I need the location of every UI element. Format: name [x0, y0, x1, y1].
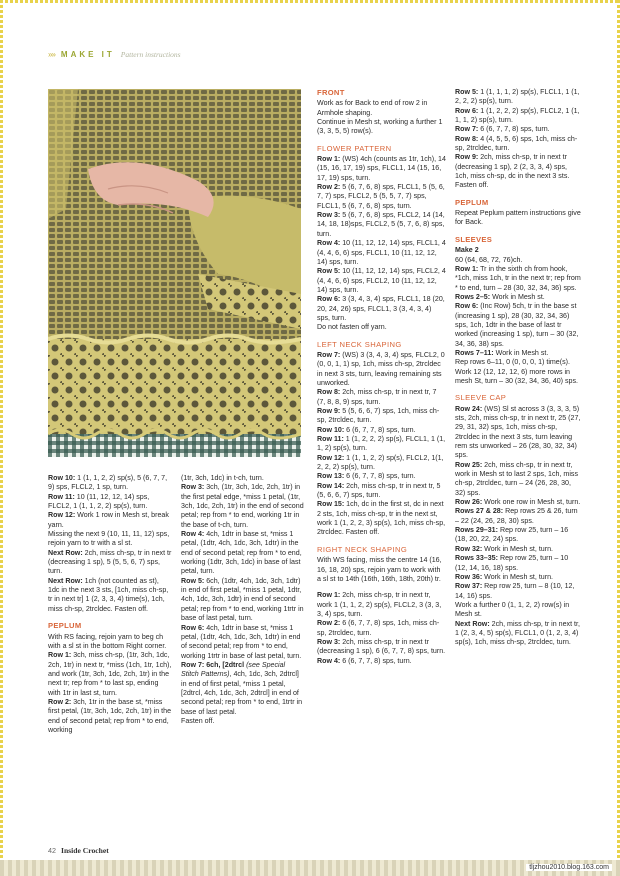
heading-front: FRONT: [317, 88, 345, 97]
para: Rep rows 6–11, 0 (0, 0, 0, 1) time(s).: [455, 358, 570, 367]
para: Work 12 (12, 12, 12, 6) more rows in mesh St, turn – 30 (32, 34, 36, 40) sps.: [455, 367, 579, 385]
para: Row 11: 10 (11, 12, 12, 14) sps, FLCL2, 1 (1, 1, 2, 2) sp(s), turn.: [48, 492, 150, 511]
para: Next Row: 2ch, miss ch-sp, tr in next tr (decreasing 1 sp), 5 (5, 5, 6, 7) sps, turn.: [48, 548, 172, 576]
magazine-title: Inside Crochet: [61, 846, 109, 855]
para: Row 15: 1ch, dc in the first st, dc in next 2 sts, 1ch, miss ch-sp, tr in the next st, work 1 (1, 2, 2, 3) sp(s), 1ch, miss ch-sp, 2trcldec. Fasten off.: [317, 500, 446, 537]
para: Row 13: 6 (6, 7, 7, 8) sps, turn.: [317, 472, 416, 481]
para: With WS facing, miss the centre 14 (16, 16, 18, 20) sps, rejoin yarn to work with a sl st to 14th (16th, 16th, 18th, 20th) tr.: [317, 556, 442, 583]
para: Row 14: 2ch, miss ch-sp, tr in next tr, 5 (5, 6, 6, 7) sps, turn.: [317, 481, 441, 500]
para: Row 1: 3ch, miss ch-sp, (1tr, 3ch, 1dc, 2ch, 1tr) in next tr, *miss (1ch, 1tr, 1ch), and work (1tr, 3ch, 1dc, 2ch, 1tr) in the next tr; rep from * to last sp, ending with 1tr in last st, turn.: [48, 651, 172, 697]
para: Row 6: (Inc Row) 5ch, tr in the base st (increasing 1 sp), 28 (30, 32, 34, 36) sps, 1ch, 1dtr in the base of last tr worked (increasing 1 sp), turn – 30 (32, 34, 36, 38) sps.: [455, 302, 579, 348]
sleeves-make: Make 2: [455, 246, 479, 255]
para: Row 8: 2ch, miss ch-sp, tr in next tr, 7 (7, 8, 8, 9) sps, turn.: [317, 388, 437, 406]
para: Row 7: 6ch, [2dtrcl (see Special Stitch Patterns), 4ch, 1dc, 3ch, 2dtrcl] in end of first petal, *miss 1 petal, [2dtrcl, 4ch, 1dc, 3ch, 2dtrcl] in end of second petal; rep from * to end, 1trtr in base of last petal.: [181, 660, 303, 716]
heading-flower-pattern: FLOWER PATTERN: [317, 143, 392, 153]
page-header: [48, 50, 181, 59]
para: Missing the next 9 (10, 11, 11, 12) sps, rejoin yarn to tr with a sl st.: [48, 530, 170, 548]
para: Row 3: 3ch, (1tr, 3ch, 1dc, 2ch, 1tr) in the first petal edge, *miss 1 petal, (1tr, 3ch, 1dc, 2ch, 1tr) in the end of second petal; rep from * to end, working 1tr in the base of t-ch, turn.: [181, 483, 304, 529]
para: Row 9: 2ch, miss ch-sp, tr in next tr (decreasing 1 sp), 2 (2, 3, 3, 4) sps, 1ch, miss ch-sp, dc in the next 3 sts.: [455, 153, 570, 181]
para: Work a further 0 (1, 1, 2, 2) row(s) in Mesh st.: [455, 600, 570, 619]
heading-left-neck-shaping: LEFT NECK SHAPING: [317, 339, 402, 349]
credit-watermark: tljzhou2010.blog.163.com: [526, 864, 612, 871]
text-column-1: [48, 474, 172, 735]
lace-peplum: [48, 339, 301, 434]
heading-peplum: PEPLUM: [48, 621, 82, 631]
text-column-3: [317, 88, 446, 666]
heading-sleeves: SLEEVES: [455, 234, 493, 244]
para: Row 8: 4 (4, 5, 5, 6) sps, 1ch, miss ch-sp, 2trcldec, turn.: [455, 134, 578, 153]
heading-sleeve-cap: SLEEVE CAP: [455, 393, 507, 403]
peplum-text: Repeat Peplum pattern instructions give for Back.: [455, 209, 581, 227]
para: Row 6: 3 (3, 4, 3, 4) sps, FLCL1, 18 (20, 20, 24, 26) sps, FLCL1, 3 (3, 4, 3, 4) sps, turn.: [317, 295, 445, 322]
text-column-2: [181, 474, 304, 726]
para: Rows 33–35: Rep row 25, turn – 10 (12, 14, 16, 18) sps.: [455, 554, 569, 572]
para: Row 25: 2ch, miss ch-sp, tr in next tr, work in Mesh st to last 2 sps, 1ch, miss ch-sp, 2trcldec, turn – 24 (26, 28, 30, 32) sps.: [455, 460, 578, 497]
left-decorative-rule: [0, 0, 3, 876]
para: Row 1: (WS) 4ch (counts as 1tr, 1ch), 14 (15, 16, 17, 19) sps, FLCL1, 14 (15, 16, 17, 19) sps, turn.: [317, 155, 446, 182]
page-number: 42: [48, 846, 56, 855]
heading-peplum-front: PEPLUM: [455, 197, 489, 207]
para: Row 12: Work 1 row in Mesh st, break yarn.: [48, 511, 169, 529]
crochet-sweater-photo: [48, 89, 301, 457]
para: Row 36: Work in Mesh st, turn.: [455, 572, 554, 581]
para: Row 12: 1 (1, 1, 2, 2) sp(s), FLCL2, 1(1, 2, 2, 2) sp(s), turn.: [317, 453, 444, 472]
para: Row 37: Rep row 25, turn – 8 (10, 12, 14, 16) sps.: [455, 582, 575, 600]
para: Rows 29–31: Rep row 25, turn – 16 (18, 20, 22, 24) sps.: [455, 526, 569, 544]
para: Fasten off.: [181, 716, 215, 725]
para: Row 3: 2ch, miss ch-sp, tr in next tr (decreasing 1 sp), 6 (6, 7, 7, 8) sps, turn.: [317, 637, 446, 656]
para: Row 32: Work in Mesh st, turn.: [455, 544, 554, 553]
para: Row 5: 6ch, (1dtr, 4ch, 1dc, 3ch, 1dtr) in end of first petal, *miss 1 petal, 1dtr, 4ch, 1dc, 3ch, 1dtr) in end of second petal; rep from * to end, working 1trtr in base of last petal, turn.: [181, 576, 304, 623]
para: Row 10: 6 (6, 7, 7, 8) sps, turn.: [317, 425, 416, 434]
para: Row 5: 10 (11, 12, 12, 14) sps, FLCL2, 4 (4, 4, 6, 6) sps, FLCL2, 10 (11, 12, 12, 14) sps, turn.: [317, 267, 446, 294]
sweater-illustration: [48, 89, 301, 457]
para: Row 2: 6 (6, 7, 7, 8) sps, 1ch, miss ch-sp, 2trcldec, turn.: [317, 619, 440, 637]
page-footer: [48, 846, 109, 855]
para: Row 24: (WS) Sl st across 3 (3, 3, 3, 5) sts, 2ch, miss ch-sp, tr in next tr, 25 (27, 29, 31, 32) sps, 1ch, miss ch-sp, 2trcldec in the next 3 sts, turn leaving rem sts unworked – 26 (28, 30, 32, 34) sps.: [455, 404, 581, 460]
para: Row 6: 4ch, 1dtr in base st, *miss 1 petal, (1dtr, 4ch, 1dc, 3ch, 1dtr) in end of second petal; rep from * to end, working 1trtr in base of last petal, turn.: [181, 623, 302, 660]
para: Next Row: 2ch, miss ch-sp, tr in next tr, 1 (2, 3, 4, 5) sp(s), FLCL1, 0 (1, 2, 3, 4) sp(s), 1ch, miss ch-sp, 2trcldec, turn.: [455, 619, 580, 647]
para: Row 3: 5 (6, 7, 6, 8) sps, FLCL2, 14 (14, 14, 18, 18)sps, FLCL2, 5 (5, 7, 6, 8) sps, turn.: [317, 211, 445, 238]
para: Row 11: 1 (1, 2, 2, 2) sp(s), FLCL1, 1 (1, 1, 2) sp(s), turn.: [317, 435, 446, 453]
para: Row 2: 5 (6, 7, 6, 8) sps, FLCL1, 5 (5, 6, 7, 7) sps, FLCL2, 5 (5, 5, 7, 7) sps, FLCL1, 5 (6, 7, 6, 8) sps, turn.: [317, 183, 445, 210]
para: Row 9: 5 (5, 6, 6, 7) sps, 1ch, miss ch-sp, 2trcldec, turn.: [317, 407, 440, 425]
text-column-4: [455, 88, 582, 648]
top-decorative-rule: [0, 0, 620, 3]
para: Row 26: Work one row in Mesh st, turn.: [455, 498, 581, 507]
para: Row 4: 10 (11, 12, 12, 14) sps, FLCL1, 4 (4, 4, 6, 6) sps, FLCL1, 10 (11, 12, 12, 14) sps, turn.: [317, 239, 446, 266]
para: Row 5: 1 (1, 1, 1, 2) sp(s), FLCL1, 1 (1, 2, 2, 2) sp(s), turn.: [455, 88, 580, 106]
para: Row 7: 6 (6, 7, 7, 8) sps, turn.: [455, 125, 550, 134]
front-text: Work as for Back to end of row 2 in Armhole shaping. Continue in Mesh st, working a further 1 (3, 3, 5, 5) row(s).: [317, 99, 443, 136]
para: Row 4: 4ch, 1dtr in base st, *miss 1 petal, (1dtr, 4ch, 1dc, 3ch, 1dtr) in the end of second petal; rep from * to end, working (1dtr, 3ch, 1dc) in base of last petal, turn.: [181, 530, 302, 576]
heading-right-neck-shaping: RIGHT NECK SHAPING: [317, 544, 408, 554]
para: Do not fasten off yarn.: [317, 323, 387, 332]
header-section: MAKE IT: [60, 50, 115, 59]
para: Row 2: 3ch, 1tr in the base st, *miss first petal, (1tr, 3ch, 1dc, 2ch, 1tr) in the end of second petal; rep from * to end, working: [48, 697, 172, 734]
para: Row 1: Tr in the sixth ch from hook, *1ch, miss 1ch, tr in the next tr; rep from * to end, turn – 28 (30, 32, 34, 36) sps.: [455, 264, 581, 292]
para: Rows 2–5: Work in Mesh st.: [455, 292, 545, 301]
para: Row 1: 2ch, miss ch-sp, tr in next tr, work 1 (1, 1, 2, 2) sp(s), FLCL2, 3 (3, 3, 3, 4) sps, turn.: [317, 591, 442, 618]
para: Row 4: 6 (6, 7, 7, 8) sps, turn.: [317, 656, 412, 665]
para: (1tr, 3ch, 1dc) in t-ch, turn.: [181, 474, 264, 482]
para: Fasten off.: [455, 181, 489, 190]
para: Rows 7–11: Work in Mesh st.: [455, 348, 549, 357]
para: 60 (64, 68, 72, 76)ch.: [455, 255, 523, 264]
para: Row 10: 1 (1, 1, 2, 2) sp(s), 5 (6, 7, 7, 9) sps, FLCL2, 1 sp, turn.: [48, 474, 168, 492]
para: With RS facing, rejoin yarn to beg ch with a sl st in the bottom Right corner.: [48, 632, 167, 650]
para: Row 6: 1 (1, 2, 2, 2) sp(s), FLCL2, 1 (1, 1, 1, 2) sp(s), turn.: [455, 106, 580, 125]
para: Next Row: 1ch (not counted as st), 1dc in the next 3 sts, [1ch, miss ch-sp, tr in next tr] 1 (2, 3, 3, 4) time(s), 1ch, miss ch-sp, 2trcldec. Fasten off.: [48, 576, 169, 613]
para: Row 7: (WS) 3 (3, 4, 3, 4) sps, FLCL2, 0 (0, 0, 1, 1) sp, 1ch, miss ch-sp, 2trcldec in next 3 sts, turn, leaving remaining sts unworked.: [317, 350, 445, 387]
header-subtitle: Pattern instructions: [120, 50, 181, 59]
para: Rows 27 & 28: Rep rows 25 & 26, turn – 22 (24, 26, 28, 30) sps.: [455, 507, 578, 525]
header-arrows-icon: »»: [48, 50, 55, 59]
